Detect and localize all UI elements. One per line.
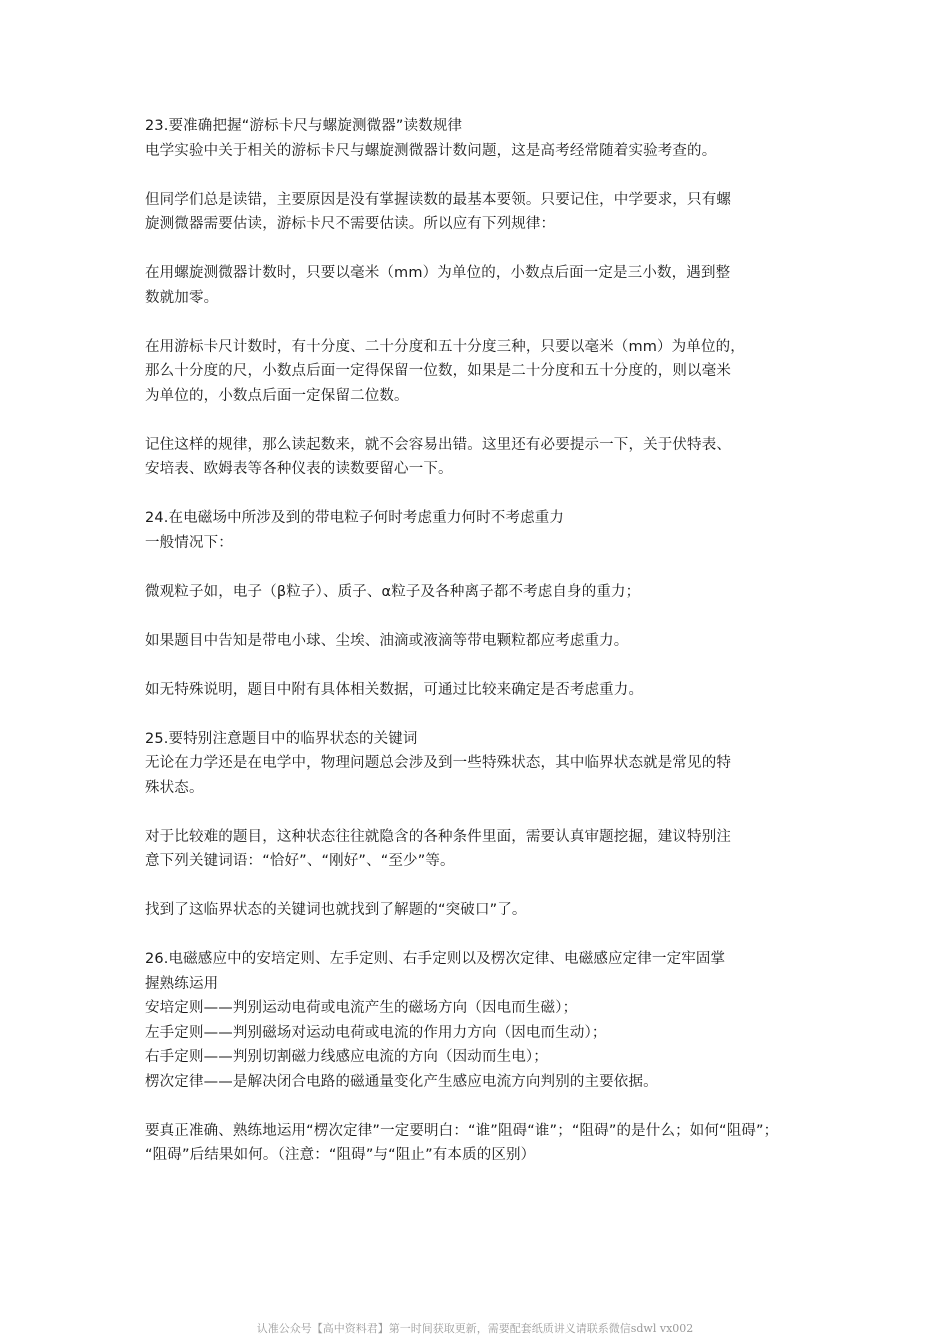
paragraph-line: 右手定则——判别切割磁力线感应电流的方向（因动而生电）； <box>145 1049 548 1065</box>
paragraph-line: 但同学们总是读错，主要原因是没有掌握读数的最基本要领。只要记住，中学要求，只有螺 <box>145 191 731 208</box>
paragraph-line: 微观粒子如，电子（β粒子）、质子、α粒子及各种离子都不考虑自身的重力； <box>145 583 641 600</box>
document-body <box>145 114 813 1168</box>
paragraph-line: 找到了这临界状态的关键词也就找到了解题的“突破口”了。 <box>145 902 527 918</box>
section-heading: 25.要特别注意题目中的临界状态的关键词 <box>145 730 418 747</box>
paragraph-line: 无论在力学还是在电学中，物理问题总会涉及到一些特殊状态，其中临界状态就是常见的特 <box>145 755 731 771</box>
paragraph-line: 如果题目中告知是带电小球、尘埃、油滴或液滴等带电颗粒都应考虑重力。 <box>145 632 629 649</box>
paragraph-line: 为单位的，小数点后面一定保留二位数。 <box>145 387 409 404</box>
footer-notice: 认准公众号【高中资料君】第一时间获取更新，需要配套纸质讲义请联系微信sdwl vx002 <box>256 1322 694 1335</box>
paragraph-line: 在用螺旋测微器计数时，只要以毫米（mm）为单位的，小数点后面一定是三小数，遇到整 <box>145 265 731 281</box>
paragraph-line: 数就加零。 <box>145 289 219 306</box>
paragraph-line: “阻碍”后结果如何。（注意：“阻碍”与“阻止”有本质的区别） <box>145 1147 536 1163</box>
paragraph-line: 一般情况下： <box>145 534 233 551</box>
paragraph-line: 那么十分度的尺，小数点后面一定得保留一位数，如果是二十分度和五十分度的，则以毫米 <box>145 363 731 379</box>
paragraph-line: 要真正准确、熟练地运用“楞次定律”一定要明白：“谁”阻碍“谁”；“阻碍”的是什么；如何“阻碍”； <box>145 1122 779 1139</box>
paragraph-line: 旋测微器需要估读，游标卡尺不需要估读。所以应有下列规律： <box>145 216 556 232</box>
paragraph-line: 握熟练运用 <box>145 975 219 992</box>
paragraph-line: 楞次定律——是解决闭合电路的磁通量变化产生感应电流方向判别的主要依据。 <box>145 1073 658 1090</box>
section-heading: 26.电磁感应中的安培定则、左手定则、右手定则以及楞次定律、电磁感应定律一定牢固掌 <box>145 951 726 967</box>
paragraph-line: 殊状态。 <box>145 779 204 796</box>
paragraph-line: 电学实验中关于相关的游标卡尺与螺旋测微器计数问题，这是高考经常随着实验考查的。 <box>145 142 717 159</box>
paragraph-line: 意下列关键词语：“恰好”、“刚好”、“至少”等。 <box>145 853 455 869</box>
paragraph-line: 安培定则——判别运动电荷或电流产生的磁场方向（因电而生磁）； <box>145 1000 578 1016</box>
paragraph-line: 如无特殊说明，题目中附有具体相关数据，可通过比较来确定是否考虑重力。 <box>145 681 644 698</box>
section-heading: 24.在电磁场中所涉及到的带电粒子何时考虑重力何时不考虑重力 <box>145 510 565 526</box>
paragraph-line: 在用游标卡尺计数时，有十分度、二十分度和五十分度三种，只要以毫米（mm）为单位的， <box>145 338 745 355</box>
paragraph-line: 记住这样的规律，那么读起数来，就不会容易出错。这里还有必要提示一下，关于伏特表、 <box>145 436 731 453</box>
section-heading: 23.要准确把握“游标卡尺与螺旋测微器”读数规律 <box>145 118 463 134</box>
paragraph-line: 对于比较难的题目，这种状态往往就隐含的各种条件里面，需要认真审题挖掘，建议特别注 <box>145 828 731 845</box>
paragraph-line: 安培表、欧姆表等各种仪表的读数要留心一下。 <box>145 461 453 477</box>
paragraph-line: 左手定则——判别磁场对运动电荷或电流的作用力方向（因电而生动）； <box>145 1024 607 1041</box>
